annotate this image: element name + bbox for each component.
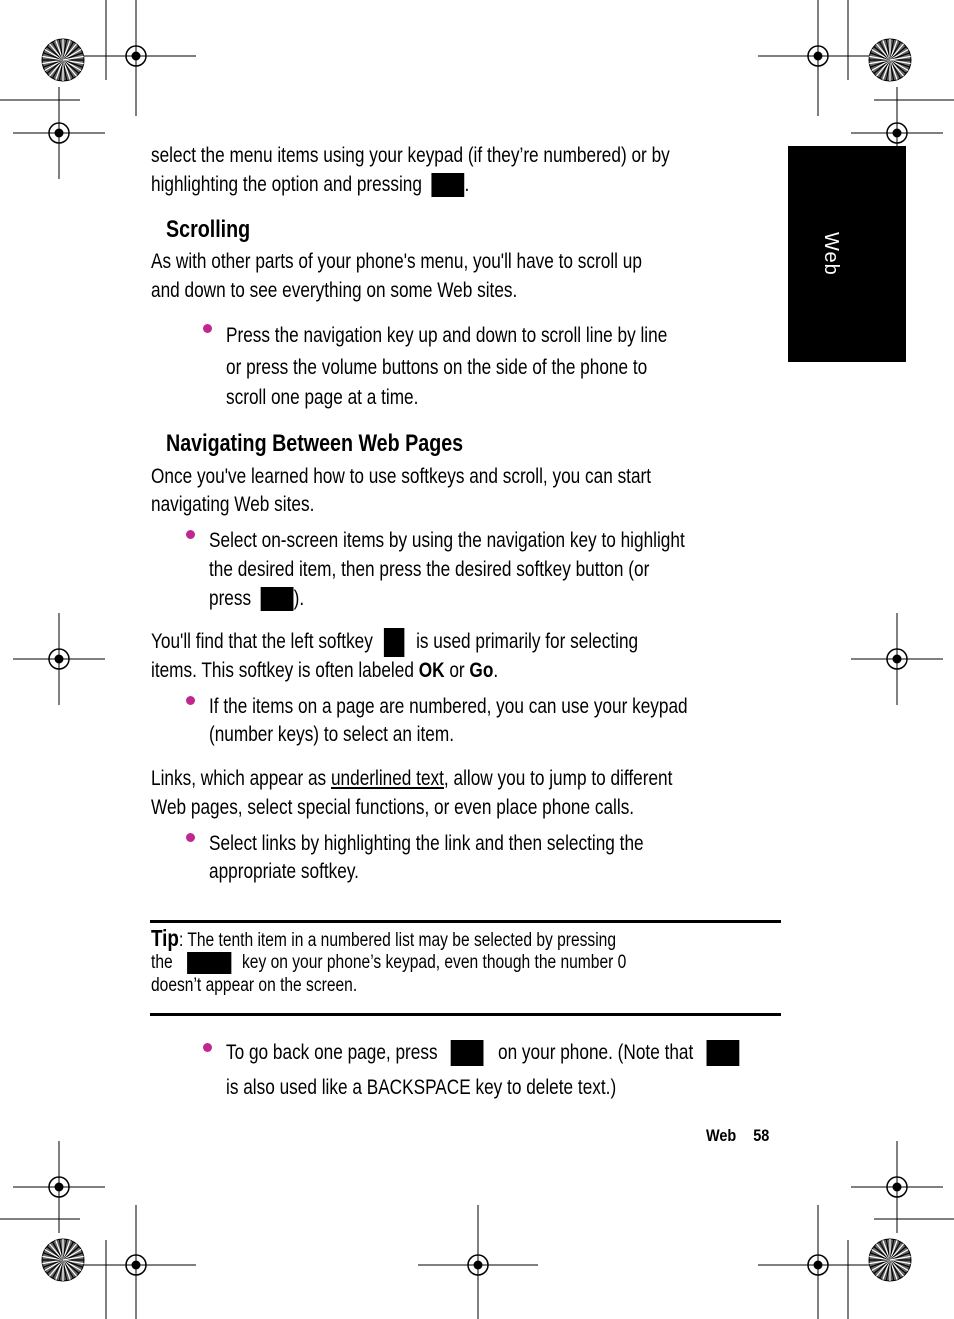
side-tab-label: Web xyxy=(820,232,842,276)
navigating-line-2: navigating Web sites. xyxy=(151,493,315,516)
navigating-bullet-line-2: the desired item, then press the desired softkey button (or xyxy=(209,558,650,581)
underlined-text-example: underlined text xyxy=(330,767,444,790)
navigating-heading: Navigating Between Web Pages xyxy=(166,430,464,457)
select-key-icon xyxy=(432,173,465,197)
page-footer xyxy=(706,1126,769,1146)
tip-bottom-rule xyxy=(150,1013,781,1016)
scrolling-bullet-line-2: or press the volume buttons on the side of the phone to xyxy=(226,356,648,379)
links-bullet-line-1: Select links by highlighting the link and then selecting the xyxy=(209,832,644,855)
left-softkey-icon xyxy=(384,628,405,657)
tip-line-2: the key on your phone’s keypad, even though the number 0 xyxy=(151,952,627,973)
softkey-line-2: items. This softkey is often labeled OK or Go. xyxy=(151,659,499,682)
side-tab xyxy=(788,146,906,362)
scrolling-bullet-line-1: Press the navigation key up and down to scroll line by line xyxy=(226,324,668,347)
back-key-icon xyxy=(706,1040,739,1066)
bullet-icon xyxy=(186,530,195,539)
scrolling-heading: Scrolling xyxy=(166,216,251,243)
softkey-line-1: You'll find that the left softkey is used primarily for selecting xyxy=(151,627,638,657)
zero-key-icon xyxy=(187,952,231,974)
navigating-bullet-line-1: Select on-screen items by using the navigation key to highlight xyxy=(209,529,685,552)
intro-line-2: highlighting the option and pressing . xyxy=(151,173,470,196)
intro-line-1: select the menu items using your keypad (if they’re numbered) or by xyxy=(151,144,670,167)
navigating-bullet-line-3: press ). xyxy=(209,587,305,610)
softkey-bullet-line-2: (number keys) to select an item. xyxy=(209,723,455,746)
back-line-2: is also used like a BACKSPACE key to delete text.) xyxy=(226,1076,617,1099)
bullet-icon xyxy=(186,833,195,842)
navigating-line-1: Once you've learned how to use softkeys and scroll, you can start xyxy=(151,465,652,488)
softkey-bullet-line-1: If the items on a page are numbered, you can use your keypad xyxy=(209,695,688,718)
select-key-icon xyxy=(261,587,294,611)
scrolling-line-1: As with other parts of your phone's menu, you'll have to scroll up xyxy=(151,250,642,273)
links-line-1: Links, which appear as underlined text, allow you to jump to different xyxy=(151,767,673,790)
bullet-icon xyxy=(186,696,195,705)
scrolling-line-2: and down to see everything on some Web sites. xyxy=(151,279,518,302)
bullet-icon xyxy=(203,1043,212,1052)
footer-section: Web xyxy=(706,1126,737,1145)
tip-line-1: Tip: The tenth item in a numbered list may be selected by pressing xyxy=(151,925,616,951)
footer-page-number: 58 xyxy=(753,1126,770,1145)
scrolling-bullet-line-3: scroll one page at a time. xyxy=(226,386,419,409)
tip-line-3: doesn’t appear on the screen. xyxy=(151,975,358,996)
links-line-2: Web pages, select special functions, or even place phone calls. xyxy=(151,796,635,819)
links-bullet-line-2: appropriate softkey. xyxy=(209,860,359,883)
tip-top-rule xyxy=(150,920,781,923)
back-line-1: To go back one page, press on your phone. (Note that xyxy=(226,1038,739,1067)
back-key-icon xyxy=(451,1040,484,1066)
bullet-icon xyxy=(203,324,212,333)
